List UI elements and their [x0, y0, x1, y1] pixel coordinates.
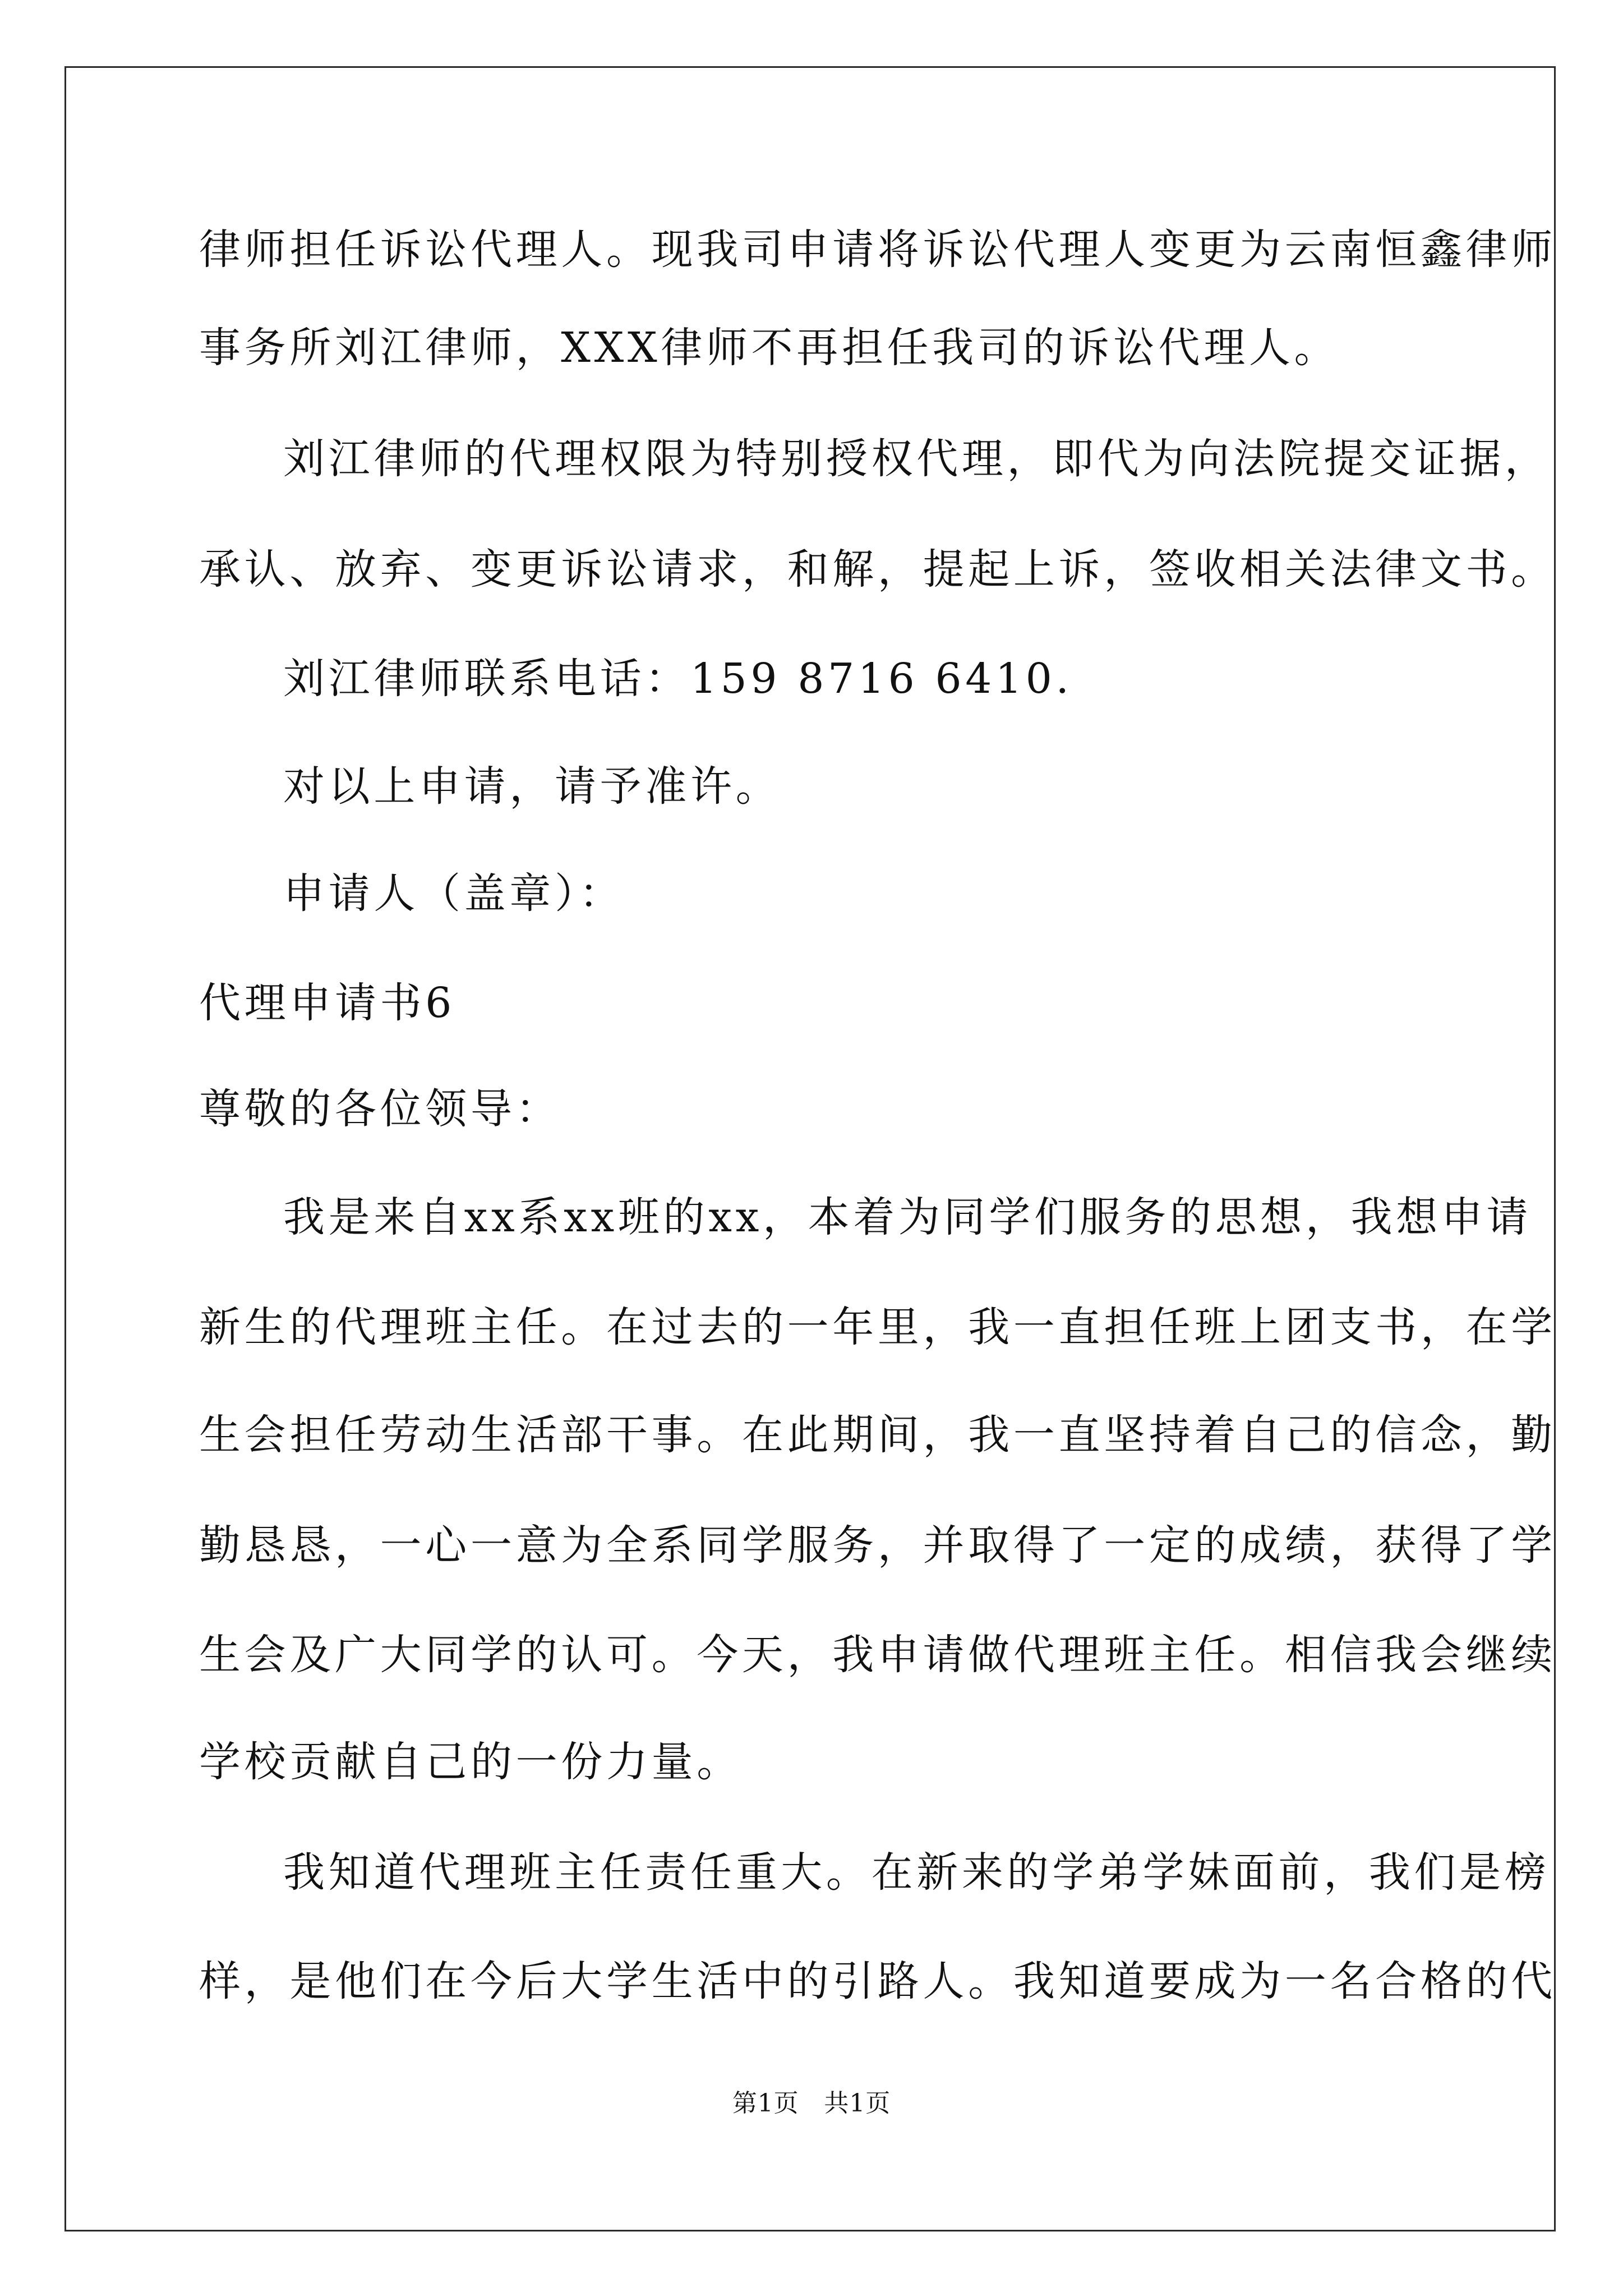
body-line: 事务所刘江律师，XXX律师不再担任我司的诉讼代理人。	[199, 324, 1340, 372]
body-line: 学校贡献自己的一份力量。	[199, 1738, 742, 1786]
paragraph-line: 我知道代理班主任责任重大。在新来的学弟学妹面前，我们是榜	[283, 1848, 1550, 1897]
body-line: 勤恳恳，一心一意为全系同学服务，并取得了一定的成绩，获得了学	[199, 1521, 1556, 1570]
applicant-seal-line: 申请人（盖章）：	[283, 869, 625, 918]
body-line: 新生的代理班主任。在过去的一年里，我一直担任班上团支书，在学	[199, 1303, 1556, 1351]
page-footer: 第1页 共1页	[732, 2089, 891, 2118]
page-border	[64, 66, 1556, 2231]
paragraph-line: 刘江律师的代理权限为特别授权代理，即代为向法院提交证据，	[283, 435, 1550, 483]
phone-line: 刘江律师联系电话：159 8716 6410.	[283, 655, 1073, 703]
body-line: 承认、放弃、变更诉讼请求，和解，提起上诉，签收相关法律文书。	[199, 545, 1556, 593]
body-line: 生会担任劳动生活部干事。在此期间，我一直坚持着自己的信念，勤	[199, 1411, 1556, 1459]
body-line: 生会及广大同学的认可。今天，我申请做代理班主任。相信我会继续	[199, 1631, 1556, 1679]
section-heading: 代理申请书6	[199, 979, 456, 1027]
paragraph-line: 我是来自xx系xx班的xx，本着为同学们服务的思想，我想申请	[283, 1193, 1532, 1241]
salutation: 尊敬的各位领导：	[199, 1085, 561, 1133]
body-line: 律师担任诉讼代理人。现我司申请将诉讼代理人变更为云南恒鑫律师	[199, 226, 1556, 274]
body-line: 样，是他们在今后大学生活中的引路人。我知道要成为一名合格的代	[199, 1957, 1556, 2005]
request-line: 对以上申请，请予准许。	[283, 762, 781, 811]
